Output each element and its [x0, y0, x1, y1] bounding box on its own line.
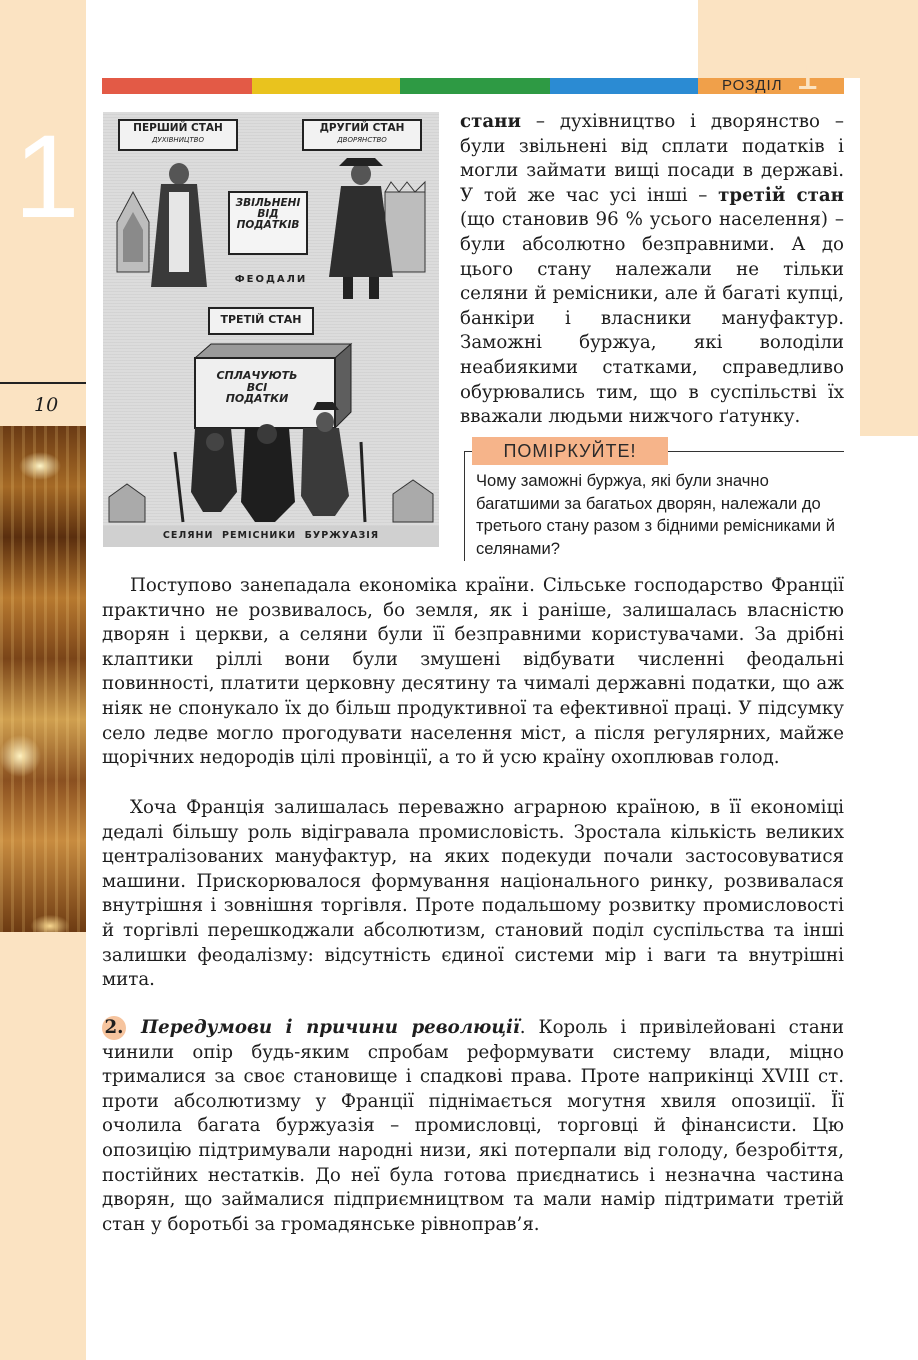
header-color-bar-yellow [252, 78, 400, 94]
paragraph-industry-text: Хоча Франція залишалась переважно аграрною країною, в її економіці дедалі більшу роль відігравала промисловість. Зростала кількість великих централізованих мануфактур, на яких подекуди почали застосовуватися машини. Прискорювалося формування національного ринку, розвивалася внутрішня і зовнішня торгівля. Проте подальшому розвитку промисловості й торгівлі перешкоджали абсолютизм, становий поділ суспільства та інші залишки феодалізму: відсутність єдиної системи мір і ваги та внутрішні мита. [102, 797, 844, 991]
header-color-bar-red [102, 78, 252, 94]
paragraph-economy [102, 574, 844, 771]
estates-drawing [103, 112, 439, 547]
right-margin-tab [860, 0, 918, 436]
term-estates: стани [460, 111, 521, 132]
section-point-number: 2. [102, 1016, 126, 1040]
label-first-estate-sub: ДУХІВНИЦТВО [152, 136, 204, 144]
label-second-estate: ДРУГИЙ СТАН [319, 122, 405, 134]
paragraph-revolution-causes [102, 1016, 844, 1237]
label-third-estate: ТРЕТІЙ СТАН [220, 313, 302, 326]
label-bottom-classes: СЕЛЯНИ РЕМІСНИКИ БУРЖУАЗІЯ [162, 530, 380, 541]
palace-interior-image [0, 426, 86, 932]
header-color-bar-green [400, 78, 550, 94]
header-color-bar-blue [550, 78, 698, 94]
chapter-number: 1 [14, 111, 76, 243]
label-first-estate: ПЕРШИЙ СТАН [133, 122, 223, 134]
column-text-part1: – духівництво і дворянство – були звільнені від сплати податків і могли займати вищі посади в державі. У той же час усі інші – [460, 111, 844, 206]
think-callout-question: Чому заможні буржуа, які були значно багатшими за багатьох дворян, належали до третього стану разом з бідними ремісниками й селянами? [476, 471, 835, 558]
section-heading-causes: Передумови і причини революції [140, 1017, 520, 1038]
label-second-estate-sub: ДВОРЯНСТВО [337, 136, 387, 144]
intro-column-text [460, 110, 844, 430]
paragraph-industry [102, 796, 844, 993]
header-tab [698, 0, 860, 78]
label-exempt: ЗВІЛЬНЕНІ ВІД ПОДАТКІВ [235, 197, 301, 232]
page-number: 10 [34, 394, 59, 416]
column-text-part2: (що становив 96 % усього населення) – були абсолютно безправними. А до цього стану належали не тільки селяни й ремісники, але й багаті купці, банкіри і власники мануфактур. Заможні буржуа, які володіли неабиякими статками, справедливо обурювались тим, що в суспільстві їх вважали людьми нижчого ґатунку. [460, 209, 844, 428]
section-number: 1 [796, 54, 819, 98]
section-label: РОЗДІЛ [722, 77, 783, 94]
callout-border-left [464, 451, 465, 561]
label-pay-taxes: СПЛАЧУЮТЬ ВСІ ПОДАТКИ [216, 369, 298, 406]
paragraph-economy-text: Поступово занепадала економіка країни. Сільське господарство Франції практично не розвивалось, бо земля, як і раніше, залишалась власністю дворян і церкви, а селяни були її безправними користувачами. За дрібні клаптики ріллі вони були змушені відбувати численні феодальні повинності, платити церковну десятину та чималі державні податки, що аж ніяк не спонукало їх до більш продуктивної та ефективної праці. У підсумку село ледве могло прогодувати населення міст, а після регулярних, майже щорічних недородів цілі провінції, а то й усю країну охоплював голод. [102, 575, 844, 769]
page-number-rule [0, 382, 86, 384]
term-third-estate: третій стан [718, 184, 844, 206]
label-feudals: ФЕОДАЛИ [234, 274, 308, 285]
think-callout-tag: ПОМІРКУЙТЕ! [472, 437, 668, 465]
three-estates-illustration [103, 112, 439, 547]
paragraph-causes-text: . Король і привілейовані стани чинили опір будь-яким спробам реформувати систему влади, міцно трималися за своє становище і спадкові права. Проте наприкінці XVIII ст. проти абсолютизму у Франції піднімається могутня хвиля опозиції. Її очолила багата буржуазія – промисловці, торговці й фінансисти. Цю опозицію підтримували народні низи, які потерпали від голоду, безробіття, постійних нестатків. До неї була готова приєднатись і незначна частина дворян, що займалися підприємництвом та мали намір підтримати третій стан у боротьбі за громадянське рівноправ’я. [102, 1017, 844, 1235]
